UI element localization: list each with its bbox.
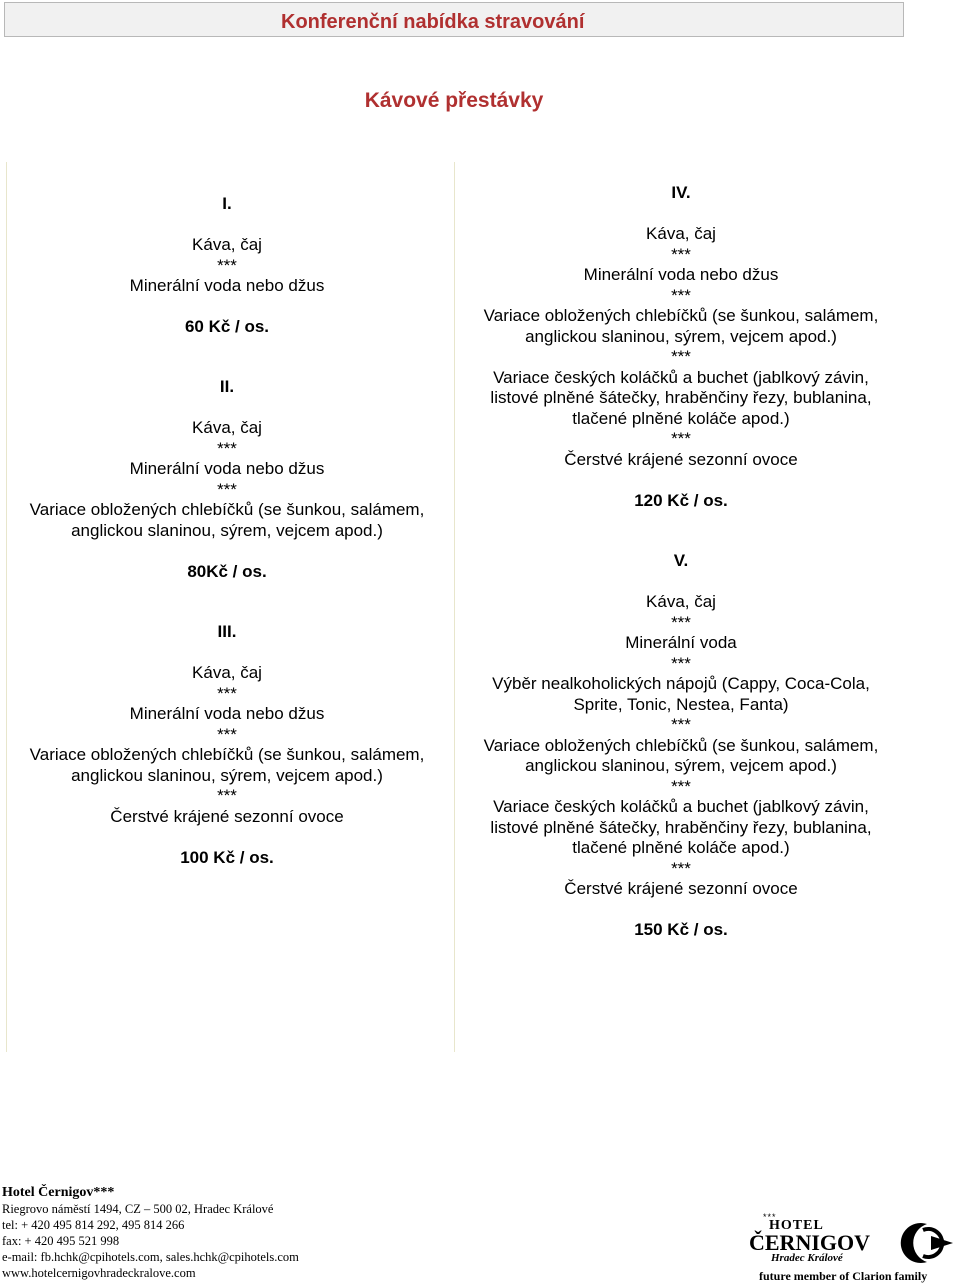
menu-line: ***: [217, 255, 237, 275]
menu-line: anglickou slaninou, sýrem, vejcem apod.): [71, 520, 383, 540]
email: e-mail: fb.hchk@cpihotels.com, sales.hchk@cpihotels.com: [2, 1250, 299, 1264]
menu-line: tlačené plněné koláče apod.): [572, 838, 790, 857]
menu-line: ***: [671, 429, 691, 448]
logo-stars: ***: [763, 1212, 777, 1222]
package-price: 80Kč / os.: [187, 561, 267, 581]
menu-line: Káva, čaj: [646, 592, 716, 611]
section-title: Kávové přestávky: [364, 89, 544, 112]
menu-line: Variace obložených chlebíčků (se šunkou, salámem,: [29, 745, 425, 764]
menu-line: anglickou slaninou, sýrem, vejcem apod.): [525, 326, 837, 346]
menu-line: ***: [671, 244, 691, 264]
menu-line: Variace obložených chlebíčků (se šunkou, salámem,: [29, 500, 425, 519]
menu-line: ***: [671, 653, 691, 673]
menu-line: Čerstvé krájené sezonní ovoce: [564, 879, 798, 898]
menu-line: Káva, čaj: [192, 418, 262, 437]
menu-line: Minerální voda nebo džus: [583, 265, 779, 284]
package-4: [455, 183, 907, 511]
menu-line: ***: [217, 724, 237, 744]
menu-line: Výběr nealkoholických nápojů (Cappy, Coca-Cola,: [492, 674, 870, 693]
website-link[interactable]: www.hotelcernigovhradeckralove.com: [2, 1266, 196, 1280]
fax: fax: + 420 495 521 998: [2, 1234, 120, 1248]
menu-line: ***: [671, 347, 691, 366]
menu-line: Káva, čaj: [192, 235, 262, 254]
footer-contact: [2, 1185, 299, 1281]
menu-line: ***: [671, 858, 691, 878]
address: Riegrovo náměstí 1494, CZ – 500 02, Hradec Králové: [2, 1202, 274, 1216]
page-title: Konferenční nabídka stravování: [281, 11, 585, 33]
menu-line: ***: [671, 285, 691, 305]
logo-tagline: future member of Clarion family: [759, 1269, 928, 1283]
clarion-logo-icon: [893, 1222, 955, 1264]
logo-hotel-word: HOTEL: [769, 1218, 824, 1233]
menu-line: Minerální voda nebo džus: [129, 459, 325, 478]
menu-line: Čerstvé krájené sezonní ovoce: [110, 806, 344, 826]
logo-city: Hradec Králové: [771, 1252, 843, 1264]
package-price: 150 Kč / os.: [634, 920, 728, 939]
menu-line: Variace obložených chlebíčků (se šunkou, salámem,: [483, 735, 879, 755]
menu-line: Minerální voda nebo džus: [129, 704, 325, 723]
header-bar: [4, 2, 904, 37]
menu-line: Čerstvé krájené sezonní ovoce: [564, 449, 798, 469]
package-1: [0, 194, 454, 338]
hotel-logo: [745, 1212, 957, 1284]
menu-line: Káva, čaj: [646, 224, 716, 243]
menu-line: anglickou slaninou, sýrem, vejcem apod.): [71, 765, 383, 785]
menu-line: ***: [671, 612, 691, 632]
menu-line: ***: [217, 479, 237, 499]
package-price: 120 Kč / os.: [634, 490, 728, 510]
logo-hotel-name: ČERNIGOV: [749, 1230, 871, 1255]
package-title: IV.: [671, 183, 691, 202]
package-3: [0, 622, 454, 868]
menu-line: listové plněné šátečky, hraběnčiny řezy, bublanina,: [490, 817, 872, 837]
phone: tel: + 420 495 814 292, 495 814 266: [2, 1218, 185, 1232]
package-title: V.: [673, 551, 689, 570]
menu-line: ***: [671, 776, 691, 796]
menu-line: Sprite, Tonic, Nestea, Fanta): [573, 694, 789, 714]
package-title: II.: [219, 377, 235, 396]
menu-line: Káva, čaj: [192, 663, 262, 682]
hotel-name: Hotel Černigov***: [2, 1185, 115, 1200]
menu-line: ***: [671, 715, 691, 734]
package-title: I.: [222, 194, 232, 213]
package-price: 60 Kč / os.: [184, 317, 270, 336]
menu-line: Variace českých koláčků a buchet (jablkový závin,: [493, 797, 869, 816]
package-5: [455, 551, 907, 941]
menu-line: Minerální voda: [625, 633, 737, 652]
package-price: 100 Kč / os.: [180, 847, 274, 867]
menu-line: ***: [217, 683, 237, 703]
menu-line: listové plněné šátečky, hraběnčiny řezy, bublanina,: [490, 388, 872, 407]
menu-line: Minerální voda nebo džus: [129, 276, 325, 295]
menu-line: anglickou slaninou, sýrem, vejcem apod.): [525, 756, 837, 775]
menu-line: Variace českých koláčků a buchet (jablkový závin,: [493, 367, 869, 387]
menu-line: Variace obložených chlebíčků (se šunkou, salámem,: [483, 306, 879, 325]
menu-line: tlačené plněné koláče apod.): [572, 408, 790, 428]
menu-line: ***: [217, 786, 237, 805]
package-2: [0, 377, 454, 582]
package-title: III.: [217, 622, 237, 641]
menu-line: ***: [217, 438, 237, 458]
